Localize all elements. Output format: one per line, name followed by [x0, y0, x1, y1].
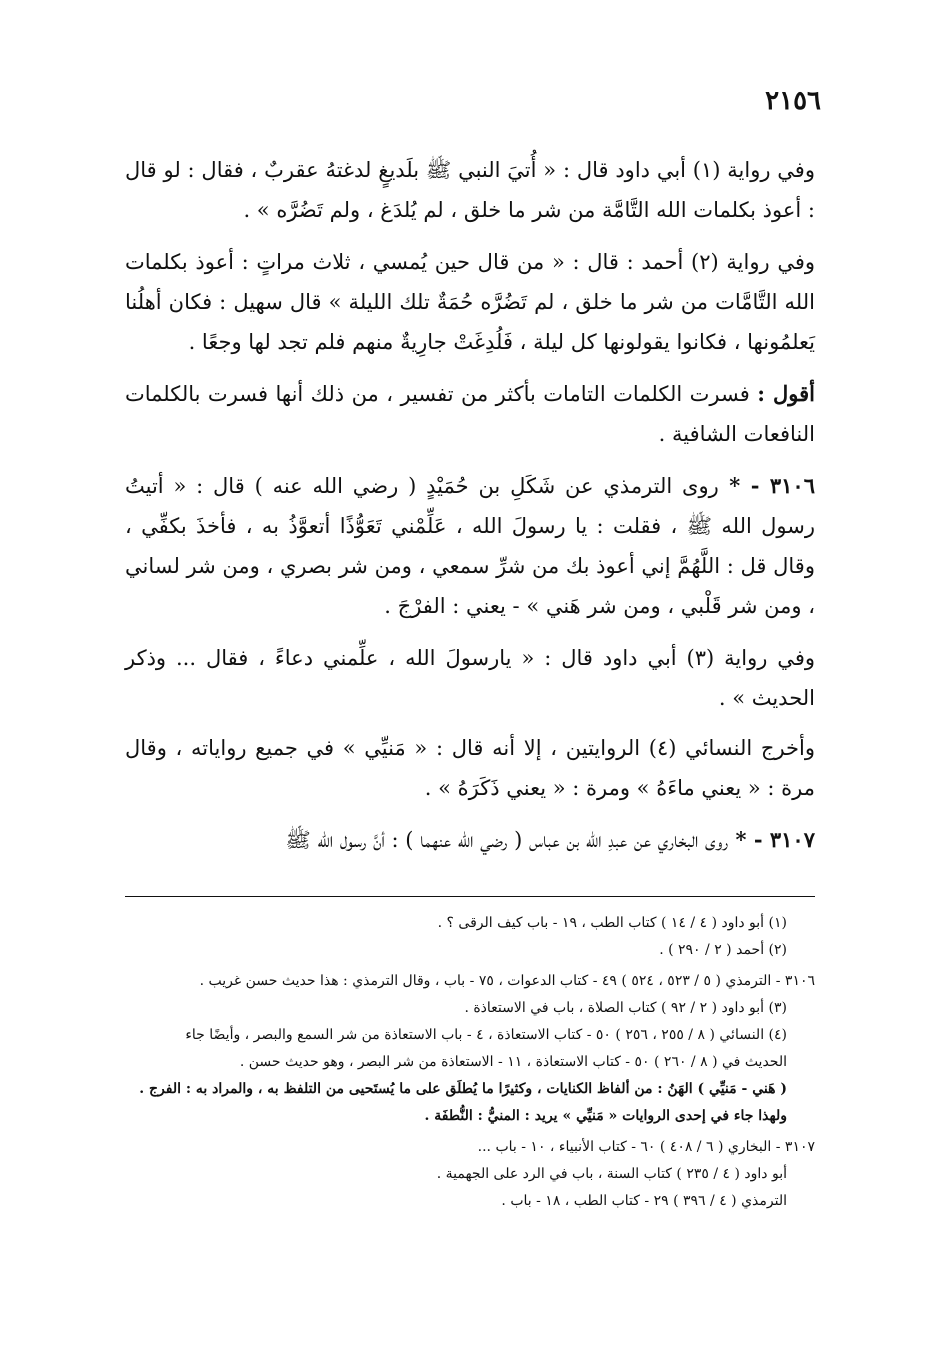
page-number: ٢١٥٦	[765, 86, 821, 116]
footnote-line: الحديث في ( ٨ / ٢٦٠ ) ٥٠ - كتاب الاستعاذة ، ١١ - الاستعاذة من شر البصر ، وهو حديث حسن .	[239, 1054, 787, 1070]
footnotes	[125, 910, 815, 1219]
footnote-line: ولهذا جاء في إحدى الروايات « مَنيِّي » يريد : المنيُّ : النُّطفَة .	[424, 1108, 787, 1124]
paragraph	[125, 150, 815, 230]
footnote-line: (٤) النسائي ( ٨ / ٢٥٥ ، ٢٥٦ ) ٥٠ - كتاب الاستعاذة ، ٤ - باب الاستعاذة من شر السمع والبصر ، وأيضًا جاء	[185, 1027, 787, 1043]
paragraph-lead: أقول :	[757, 381, 815, 406]
footnote-group	[125, 910, 815, 964]
paragraph-text: وفي رواية (٣) أبي داود قال : « يارسولَ الله ، علِّمني دعاءً ، فقال ... وذكر الحديث » .	[125, 646, 815, 710]
paragraph	[125, 728, 815, 808]
paragraph-text: روى البخاري عن عبدِ الله بن عباس ( رضي الله عنهما ) : أنَّ رسول الله ﷺ	[285, 828, 729, 852]
footnote-line: ٣١٠٦ - الترمذي ( ٥ / ٥٢٣ ، ٥٢٤ ) ٤٩ - كتاب الدعوات ، ٧٥ - باب ، وقال الترمذي : هذا حديث حسن غريب .	[199, 973, 815, 989]
paragraph	[125, 242, 815, 362]
paragraph	[125, 374, 815, 454]
paragraph-text: فسرت الكلمات التامات بأكثر من تفسير ، من ذلك أنها فسرت بالكلمات النافعات الشافية .	[125, 382, 815, 446]
footnote-line: (٢) أحمد ( ٢ / ٢٩٠ ) .	[659, 942, 787, 958]
paragraph-text: وفي رواية (٢) أحمد : قال : « من قال حين يُمسي ، ثلاث مراتٍ : أعوذ بكلمات الله التَّامَّات من شر ما خلق ، لم تَضُرَّه حُمَةٌ تلك الليلة » قال سهيل : فكان أهلُنا يَعلمُونها ، فكانوا يقولونها كل ليلة ، فَلُدِغَتْ جارِيةٌ منهم فلم تجد لها وجعًا .	[125, 250, 816, 354]
paragraph-text: وأخرج النسائي (٤) الروايتين ، إلا أنه قال : « مَنيِّي » في جميع رواياته ، وقال مرة : « يعني ماءَهُ » ومرة : « يعني ذَكَرَهُ » .	[125, 736, 815, 800]
footnote-group	[125, 968, 815, 1130]
footnote-line: ٣١٠٧ - البخاري ( ٦ / ٤٠٨ ) ٦٠ - كتاب الأنبياء ، ١٠ - باب ...	[477, 1139, 815, 1155]
hadith-number: ٣١٠٦ - *	[718, 473, 815, 498]
paragraph-text: روى الترمذي عن شَكَلِ بن حُمَيْدٍ ( رضي الله عنه ) قال : « أتيتُ رسول الله ﷺ ، فقلت : يا رسولَ الله ، عَلِّمْني تَعَوُّذًا أتعوَّذُ به ، فأخذَ بكفِّي ، وقال قل : اللَّهُمَّ إني أعوذ بك من شرِّ سمعي ، ومن شر بصري ، ومن شر لساني ، ومن شر قَلْبي ، ومن شر هَني » - يعني : الفرْجَ .	[125, 474, 815, 618]
footnote-line: أبو داود ( ٤ / ٢٣٥ ) كتاب السنة ، باب في الرد على الجهمية .	[436, 1166, 787, 1182]
hadith-paragraph	[125, 820, 815, 860]
footnote-group	[125, 1134, 815, 1215]
main-text	[125, 150, 815, 872]
footnote-line: الترمذي ( ٤ / ٣٩٦ ) ٢٩ - كتاب الطب ، ١٨ - باب .	[501, 1193, 787, 1209]
paragraph	[125, 638, 815, 718]
footnote-divider	[125, 896, 815, 897]
footnote-line: (٣) أبو داود ( ٢ / ٩٢ ) كتاب الصلاة ، باب في الاستعاذة .	[464, 1000, 787, 1016]
footnote-line: (١) أبو داود ( ٤ / ١٤ ) كتاب الطب ، ١٩ - باب كيف الرقى ؟ .	[437, 915, 787, 931]
paragraph-text: وفي رواية (١) أبي داود قال : « أُتيَ النبي ﷺ بلَديغٍ لدغتهُ عقربٌ ، فقال : لو قال : أعوذ بكلمات الله التَّامَّة من شر ما خلق ، لم يُلدَغ ، ولم تَضُرَّه » .	[125, 158, 815, 222]
hadith-paragraph	[125, 466, 815, 626]
footnote-line: ( هَني - مَنيِّي ) الهَنُ : من ألفاظ الكنايات ، وكثيرًا ما يُطلَق على ما يُستَحيى من التلفظ به ، والمراد به : الفرج .	[139, 1081, 787, 1097]
hadith-number: ٣١٠٧ - *	[728, 827, 815, 852]
